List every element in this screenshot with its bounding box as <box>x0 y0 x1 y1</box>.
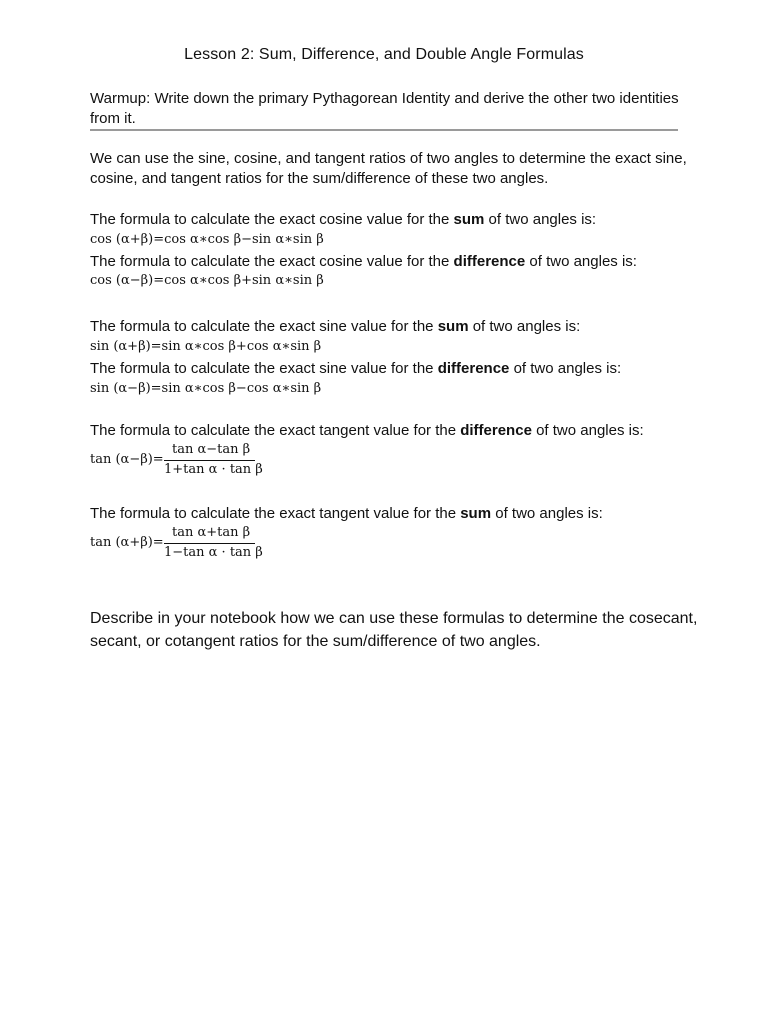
warmup-text: Warmup: Write down the primary Pythagorean Identity and derive the other two identities from it. <box>90 90 679 127</box>
closing-prompt: Describe in your notebook how we can use these formulas to determine the cosecant, secant, or cotangent ratios for the sum/difference of two angles. <box>90 610 698 650</box>
cos-diff-formula: cos (α−β)=cos α∗cos β+sin α∗sin β <box>90 273 324 288</box>
sin-sum-label-pre: The formula to calculate the exact sine value for the <box>90 318 438 335</box>
tan-sum-label-post: of two angles is: <box>491 505 603 522</box>
cos-diff-label-bold: difference <box>453 253 526 270</box>
tan-sum-label <box>90 504 690 524</box>
cos-sum-label <box>90 210 690 230</box>
tan-diff-label-pre: The formula to calculate the exact tangent value for the <box>90 422 461 439</box>
tan-sum-numerator: tan α+tan β <box>172 525 251 540</box>
cos-sum-label-pre: The formula to calculate the exact cosine value for the <box>90 211 454 228</box>
sin-diff-formula: sin (α−β)=sin α∗cos β−cos α∗sin β <box>90 381 322 396</box>
cos-diff-label <box>90 252 690 272</box>
sin-sum-label-bold: sum <box>437 318 469 335</box>
page-title: Lesson 2: Sum, Difference, and Double Angle Formulas <box>184 46 584 63</box>
tan-sum-label-pre: The formula to calculate the exact tangent value for the <box>90 505 461 522</box>
tan-diff-denominator: 1+tan α · tan β <box>164 462 263 477</box>
tan-diff-lhs: tan (α−β)= <box>90 452 164 467</box>
sin-sum-formula: sin (α+β)=sin α∗cos β+cos α∗sin β <box>90 339 322 354</box>
tan-diff-numerator: tan α−tan β <box>172 442 251 457</box>
sin-diff-label-pre: The formula to calculate the exact sine value for the <box>90 360 438 377</box>
fraction-bar <box>164 460 255 461</box>
sin-diff-label <box>90 359 690 379</box>
tan-diff-label <box>90 421 690 441</box>
tan-diff-formula <box>90 442 290 482</box>
tan-diff-label-post: of two angles is: <box>531 422 644 439</box>
cos-sum-label-bold: sum <box>453 211 485 228</box>
cos-sum-formula: cos (α+β)=cos α∗cos β−sin α∗sin β <box>90 232 324 247</box>
tan-sum-formula <box>90 525 290 565</box>
sin-diff-label-post: of two angles is: <box>509 360 622 377</box>
divider-line <box>90 129 678 131</box>
intro-paragraph: We can use the sine, cosine, and tangent ratios of two angles to determine the exact sine, cosine, and tangent ratios for the sum/difference of these two angles. <box>90 150 687 187</box>
cos-diff-label-post: of two angles is: <box>525 253 637 270</box>
sin-sum-label <box>90 317 690 337</box>
cos-diff-label-pre: The formula to calculate the exact cosine value for the <box>90 253 454 270</box>
cos-sum-label-post: of two angles is: <box>484 211 597 228</box>
sin-sum-label-post: of two angles is: <box>468 318 581 335</box>
tan-sum-denominator: 1−tan α · tan β <box>164 545 263 560</box>
tan-diff-label-bold: difference <box>460 422 532 439</box>
fraction-bar <box>164 543 255 544</box>
tan-sum-lhs: tan (α+β)= <box>90 535 164 550</box>
tan-sum-label-bold: sum <box>460 505 492 522</box>
sin-diff-label-bold: difference <box>437 360 510 377</box>
